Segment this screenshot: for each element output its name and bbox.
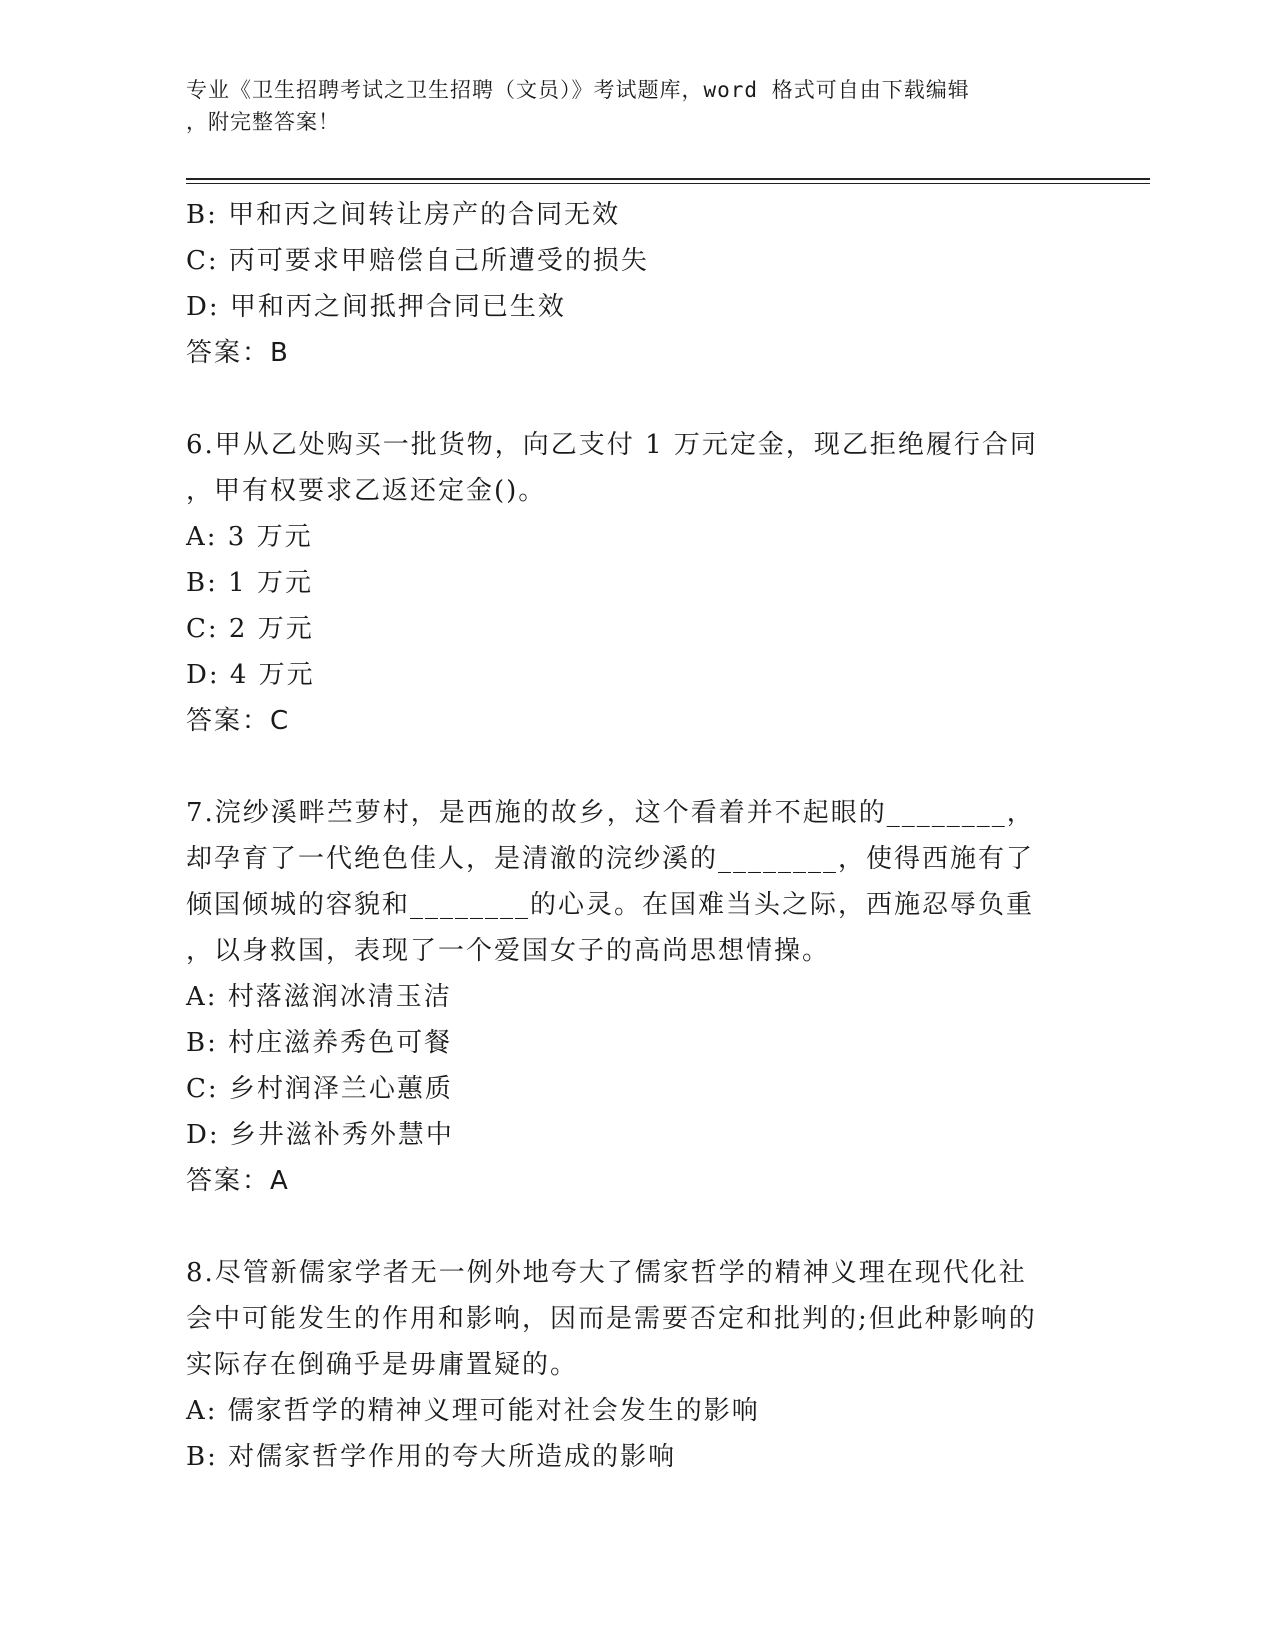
question-stem-line: 却孕育了一代绝色佳人，是清澈的浣纱溪的________，使得西施有了 [186, 844, 1035, 874]
answer-line: 答案：C [186, 706, 291, 736]
answer-line: 答案：A [186, 1166, 290, 1196]
question-5-tail [186, 192, 1086, 376]
question-stem-line: 会中可能发生的作用和影响，因而是需要否定和批判的;但此种影响的 [186, 1304, 1037, 1334]
option-b: B: 甲和丙之间转让房产的合同无效 [186, 200, 621, 230]
question-8 [186, 1250, 1086, 1480]
header-line-2: ，附完整答案！ [186, 110, 340, 134]
document-header [186, 74, 1066, 138]
question-stem-line: ，以身救国，表现了一个爱国女子的高尚思想情操。 [186, 936, 831, 966]
header-line-1: 专业《卫生招聘考试之卫生招聘（文员）》考试题库，word 格式可自由下载编辑 [186, 78, 970, 102]
question-stem-line: 7.浣纱溪畔苎萝村，是西施的故乡，这个看着并不起眼的________， [186, 798, 1035, 828]
option-a: A: 3 万元 [186, 522, 313, 552]
header-divider-thin [186, 183, 1150, 184]
option-a: A: 村落滋润冰清玉洁 [186, 982, 452, 1012]
question-stem-line: 倾国倾城的容貌和________的心灵。在国难当头之际，西施忍辱负重 [186, 890, 1035, 920]
option-b: B: 1 万元 [186, 568, 313, 598]
question-content [186, 192, 1086, 1480]
option-b: B: 村庄滋养秀色可餐 [186, 1028, 453, 1058]
question-7 [186, 790, 1086, 1204]
option-c: C: 2 万元 [186, 614, 314, 644]
answer-line: 答案：B [186, 338, 290, 368]
option-a: A: 儒家哲学的精神义理可能对社会发生的影响 [186, 1396, 760, 1426]
question-6 [186, 422, 1086, 744]
question-stem-line: 8.尽管新儒家学者无一例外地夸大了儒家哲学的精神义理在现代化社 [186, 1258, 1027, 1288]
option-d: D: 乡井滋补秀外慧中 [186, 1120, 454, 1150]
option-b: B: 对儒家哲学作用的夸大所造成的影响 [186, 1442, 677, 1472]
header-divider-thick [186, 178, 1150, 180]
question-stem-line: 实际存在倒确乎是毋庸置疑的。 [186, 1350, 579, 1380]
option-d: D: 4 万元 [186, 660, 315, 690]
option-d: D: 甲和丙之间抵押合同已生效 [186, 292, 566, 322]
option-c: C: 丙可要求甲赔偿自己所遭受的损失 [186, 246, 649, 276]
question-stem-line: ，甲有权要求乙返还定金()。 [186, 476, 547, 506]
question-stem-line: 6.甲从乙处购买一批货物，向乙支付 1 万元定金，现乙拒绝履行合同 [186, 430, 1038, 460]
option-c: C: 乡村润泽兰心蕙质 [186, 1074, 453, 1104]
